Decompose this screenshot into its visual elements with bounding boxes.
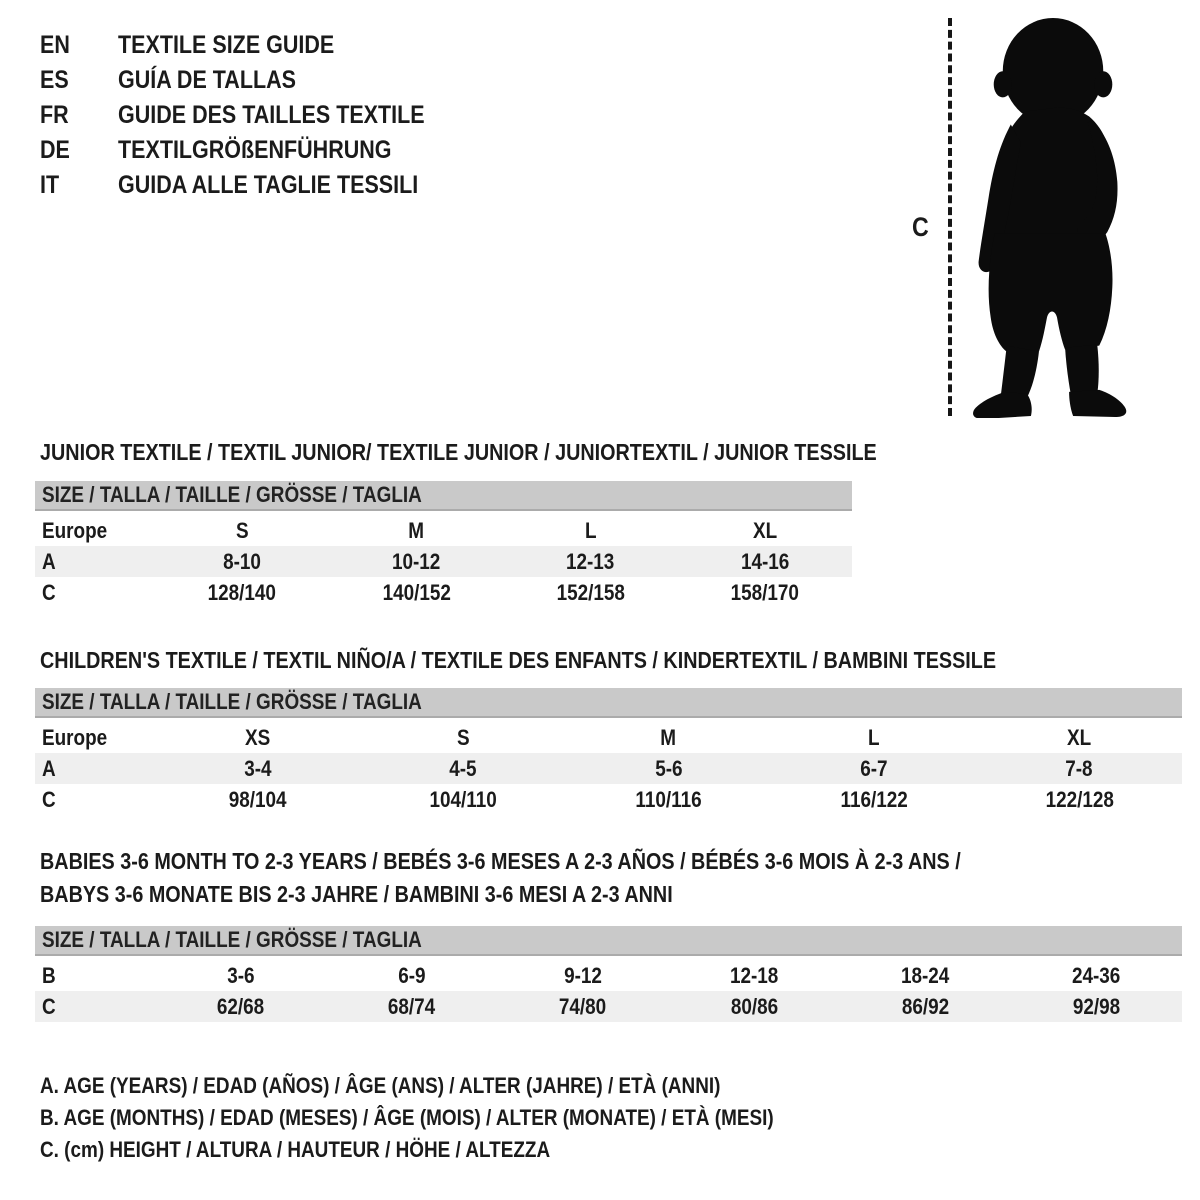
table-cell: 152/158 xyxy=(556,579,625,605)
toddler-silhouette xyxy=(964,16,1136,418)
table-cell: S xyxy=(235,517,249,543)
size-header-label: SIZE / TALLA / TAILLE / GRÖSSE / TAGLIA xyxy=(42,689,422,714)
table-row-age xyxy=(35,753,1182,784)
language-row-en xyxy=(40,28,475,63)
row-label: A xyxy=(42,548,56,574)
table-cell: 18-24 xyxy=(901,962,950,988)
legend-line-a: A. AGE (YEARS) / EDAD (AÑOS) / ÂGE (ANS) / ALTER (JAHRE) / ETÀ (ANNI) xyxy=(40,1073,721,1098)
table-cell: 9-12 xyxy=(563,962,602,988)
table-row-europe xyxy=(35,515,852,546)
legend-line-c: C. (cm) HEIGHT / ALTURA / HAUTEUR / HÖHE / ALTEZZA xyxy=(40,1137,551,1162)
legend-line-b: B. AGE (MONTHS) / EDAD (MESES) / ÂGE (MOIS) / ALTER (MONATE) / ETÀ (MESI) xyxy=(40,1105,774,1130)
table-cell: S xyxy=(456,724,470,750)
row-label: C xyxy=(42,579,56,605)
table-cell: M xyxy=(660,724,677,750)
table-row-age xyxy=(35,546,852,577)
children-section-title: CHILDREN'S TEXTILE / TEXTIL NIÑO/A / TEXTILE DES ENFANTS / KINDERTEXTIL / BAMBINI TESSILE xyxy=(40,647,997,673)
table-cell: 116/122 xyxy=(840,786,908,812)
silhouette-left-foot xyxy=(973,392,1032,418)
table-cell: 74/80 xyxy=(559,993,607,1019)
size-header-bar xyxy=(35,688,1182,718)
silhouette-right-foot xyxy=(1069,390,1126,417)
size-header-label: SIZE / TALLA / TAILLE / GRÖSSE / TAGLIA xyxy=(42,927,422,952)
table-row-height xyxy=(35,577,852,608)
table-cell: 110/116 xyxy=(635,786,702,812)
table-cell: 12-13 xyxy=(566,548,615,574)
table-cell: 6-9 xyxy=(398,962,426,988)
table-cell: 8-10 xyxy=(223,548,262,574)
table-cell: M xyxy=(408,517,425,543)
measure-legend xyxy=(40,1070,893,1166)
row-label: Europe xyxy=(42,724,108,750)
junior-size-table xyxy=(35,481,852,608)
silhouette-left-leg xyxy=(1001,346,1039,398)
table-cell: 3-4 xyxy=(244,755,272,781)
table-cell: 10-12 xyxy=(392,548,441,574)
language-title: GUÍA DE TALLAS xyxy=(118,66,296,94)
table-cell: 86/92 xyxy=(901,993,949,1019)
table-cell: 6-7 xyxy=(860,755,888,781)
table-cell: 92/98 xyxy=(1072,993,1121,1019)
table-cell: XL xyxy=(752,517,777,543)
table-cell: 7-8 xyxy=(1065,755,1093,781)
row-label: Europe xyxy=(42,517,108,543)
table-row-months xyxy=(35,960,1182,991)
table-cell: 68/74 xyxy=(388,993,436,1019)
table-cell: 80/86 xyxy=(730,993,778,1019)
language-title: TEXTILGRÖßENFÜHRUNG xyxy=(118,136,392,164)
language-row-it xyxy=(40,168,475,203)
height-measure-label: C xyxy=(912,212,929,242)
height-measure-dashed-line xyxy=(948,18,952,416)
language-row-fr xyxy=(40,98,475,133)
table-cell: 158/170 xyxy=(730,579,800,605)
table-cell: XL xyxy=(1067,724,1092,750)
table-cell: 62/68 xyxy=(216,993,265,1019)
language-title: GUIDA ALLE TAGLIE TESSILI xyxy=(118,171,419,199)
row-label: C xyxy=(42,993,56,1019)
silhouette-right-leg xyxy=(1065,345,1099,396)
table-cell: 14-16 xyxy=(740,548,790,574)
table-cell: 128/140 xyxy=(207,579,277,605)
language-row-de xyxy=(40,133,475,168)
table-cell: 140/152 xyxy=(382,579,451,605)
table-cell: 5-6 xyxy=(654,755,683,781)
language-title-list xyxy=(40,28,475,203)
language-code: EN xyxy=(40,31,70,59)
language-code: DE xyxy=(40,136,70,164)
language-code: ES xyxy=(40,66,69,94)
silhouette-shorts xyxy=(989,233,1113,352)
language-code: FR xyxy=(40,101,69,129)
row-label: A xyxy=(42,755,56,781)
table-cell: 98/104 xyxy=(228,786,287,812)
junior-section-title: JUNIOR TEXTILE / TEXTIL JUNIOR/ TEXTILE JUNIOR / JUNIORTEXTIL / JUNIOR TESSILE xyxy=(40,439,877,465)
table-cell: 122/128 xyxy=(1045,786,1114,812)
row-label: C xyxy=(42,786,56,812)
size-header-bar xyxy=(35,481,852,511)
babies-size-table xyxy=(35,926,1182,1022)
language-title: TEXTILE SIZE GUIDE xyxy=(118,31,335,59)
size-header-label: SIZE / TALLA / TAILLE / GRÖSSE / TAGLIA xyxy=(42,482,422,507)
table-row-height xyxy=(35,784,1182,815)
table-cell: 24-36 xyxy=(1072,962,1121,988)
row-label: B xyxy=(42,962,56,988)
table-row-height xyxy=(35,991,1182,1022)
children-size-table xyxy=(35,688,1182,815)
babies-section-title: BABIES 3-6 MONTH TO 2-3 YEARS / BEBÉS 3-6 MESES A 2-3 AÑOS / BÉBÉS 3-6 MOIS À 2-3 ANS / BABYS 3-6 MONATE BIS 2-3 JAHRE / BAMBINI 3-6 MESI A 2-3 ANNI xyxy=(40,848,961,907)
language-row-es xyxy=(40,63,475,98)
table-cell: L xyxy=(868,724,880,750)
table-cell: 4-5 xyxy=(449,755,477,781)
table-cell: XS xyxy=(245,724,271,750)
table-cell: 104/110 xyxy=(429,786,497,812)
language-title: GUIDE DES TAILLES TEXTILE xyxy=(118,101,425,129)
table-cell: 3-6 xyxy=(226,962,255,988)
size-header-bar xyxy=(35,926,1182,956)
table-cell: 12-18 xyxy=(729,962,779,988)
table-cell: L xyxy=(584,517,597,543)
table-row-europe xyxy=(35,722,1182,753)
language-code: IT xyxy=(40,171,60,199)
